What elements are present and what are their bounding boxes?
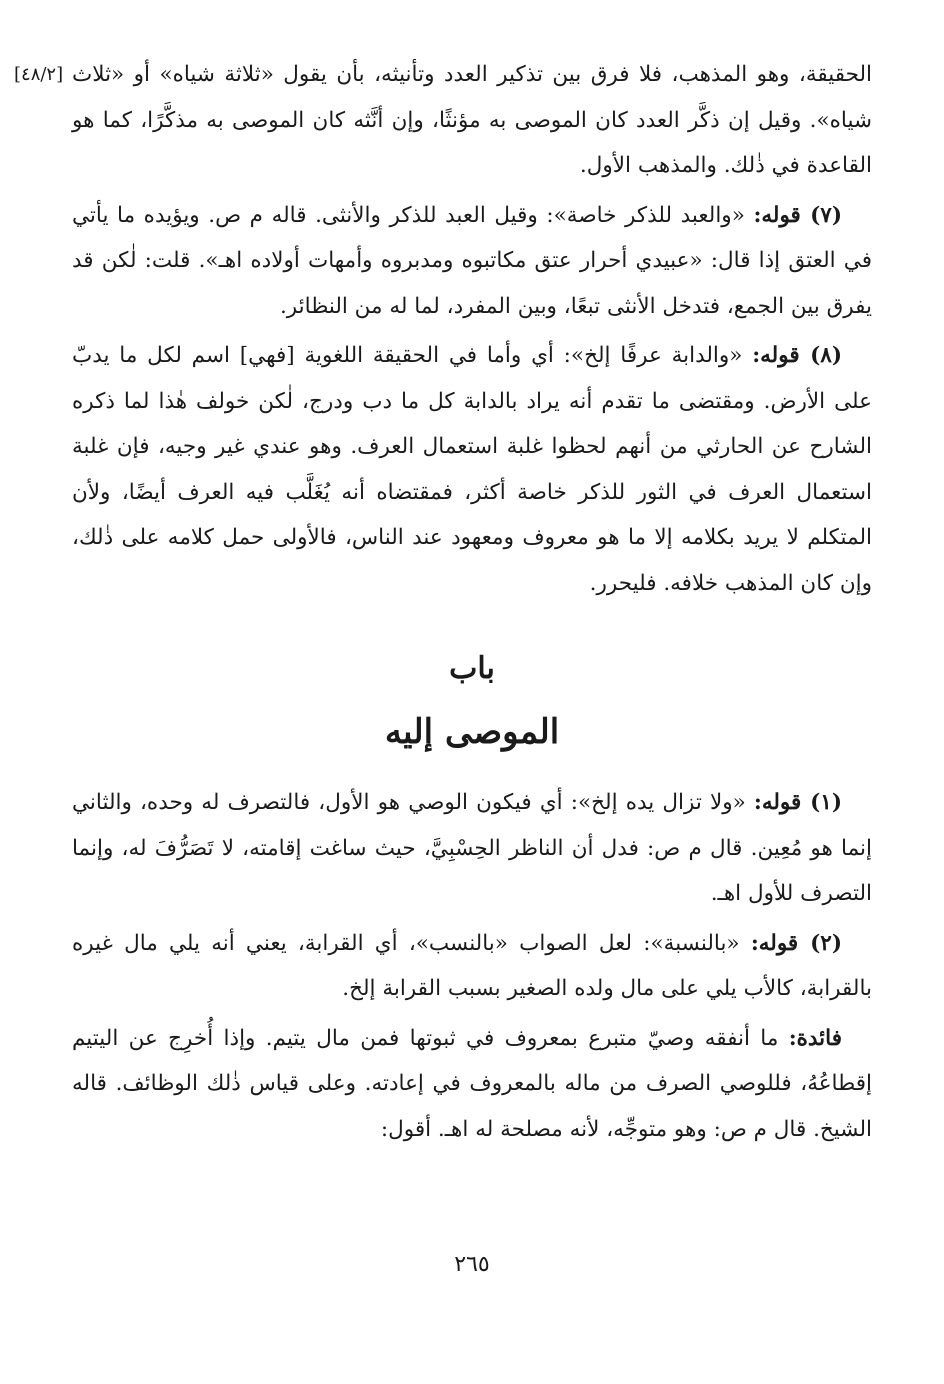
margin-reference: [٤٨/٢]	[14, 64, 64, 85]
page-body	[14, 52, 872, 1156]
chapter-title-main: الموصى إليه	[384, 712, 560, 752]
comment-2	[72, 921, 872, 1012]
comment-2-lead: (٢) قوله:	[750, 930, 843, 956]
comment-8-text: «والدابة عرفًا إلخ»: أي وأما في الحقيقة اللغوية [فهي] اسم لكل ما يدبّ على الأرض. ومقتضى ما تقدم أنه يراد بالدابة كل ما دب ودرج، لٰكن خولف هٰذا لما ذكره الشارح عن الحارثي من أنهم لحظوا غلبة استعمال العرف. وهو عندي غير وجيه، فإن غلبة استعمال العرف في الثور للذكر خاصة أكثر، فمقتضاه أنه يُغَلَّب فيه العرف أيضًا، ولأن المتكلم لا يريد بكلامه إلا ما هو معروف ومعهود عند الناس، فالأولى حمل كلامه على ذٰلك، وإن كان المذهب خلافه. فليحرر.	[72, 343, 872, 596]
comment-7-text: «والعبد للذكر خاصة»: وقيل العبد للذكر والأنثى. قاله م ص. ويؤيده ما يأتي في العتق إذا قال: «عبيدي أحرار عتق مكاتبوه ومدبروه وأمهات أولاده اهـ». قلت: لٰكن قد يفرق بين الجمع، فتدخل الأنثى تبعًا، وبين المفرد، لما له من النظائر.	[72, 202, 872, 319]
page-number: ٢٦٥	[454, 1252, 490, 1277]
comment-8	[72, 333, 872, 606]
comment-7-lead: (٧) قوله:	[753, 202, 842, 228]
benefit-note	[72, 1016, 872, 1153]
benefit-note-text: ما أنفقه وصيّ متبرع بمعروف في ثبوتها فمن مال يتيم. وإذا أُخرِج عن اليتيم إقطاعُهُ، فللوصي الصرف من ماله بالمعروف في إعادته. وعلى قياس ذٰلك الوظائف. قاله الشيخ. قال م ص: وهو متوجِّه، لأنه مصلحة له اهـ. أقول:	[72, 1025, 872, 1142]
comment-1-lead: (١) قوله:	[753, 790, 843, 815]
comment-2-text: «بالنسبة»: لعل الصواب «بالنسب»، أي القرابة، يعني أنه يلي مال غيره بالقرابة، كالأب يلي على مال ولده الصغير بسبب القرابة إلخ.	[72, 930, 872, 1001]
comment-7	[72, 193, 872, 330]
comment-1	[72, 780, 872, 917]
comment-1-text: «ولا تزال يده إلخ»: أي فيكون الوصي هو الأول، فالتصرف له وحده، والثاني إنما هو مُعِين. قال م ص: فدل أن الناظر الحِسْبِيَّ، حيث ساغت إقامته، لا تَصَرُّفَ له، وإنما التصرف للأول اهـ.	[72, 790, 872, 906]
benefit-note-lead: فائدة:	[788, 1025, 842, 1051]
chapter-title-bab: باب	[449, 651, 495, 686]
paragraph-intro-text: الحقيقة، وهو المذهب، فلا فرق بين تذكير العدد وتأنيثه، بأن يقول «ثلاثة شياه» أو «ثلاث شياه». وقيل إن ذكَّر العدد كان الموصى به مؤنثًا، وإن أنَّثه كان الموصى به مذكَّرًا، كما هو القاعدة في ذٰلك. والمذهب الأول.	[72, 62, 872, 178]
comment-8-lead: (٨) قوله:	[752, 343, 842, 368]
paragraph-intro	[14, 52, 872, 189]
